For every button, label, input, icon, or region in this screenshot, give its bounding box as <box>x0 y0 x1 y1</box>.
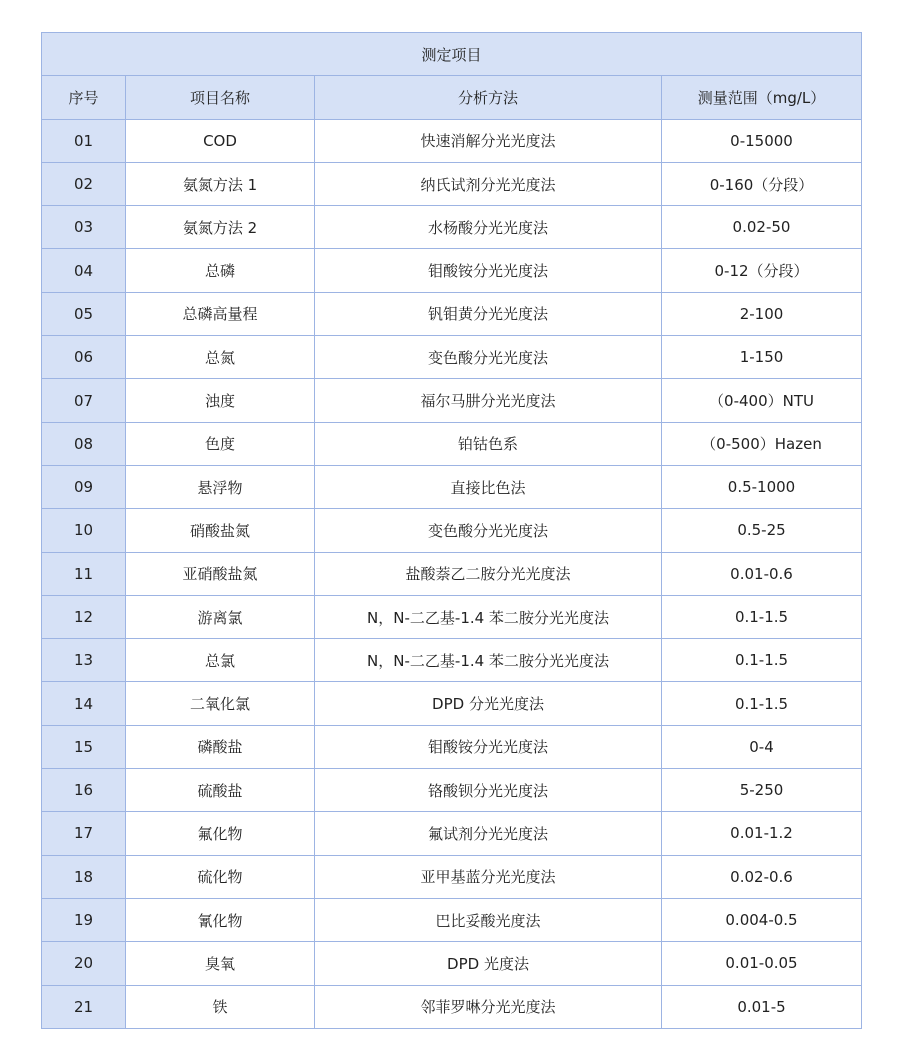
cell-item-name: 氨氮方法 2 <box>126 206 315 249</box>
table-title-row <box>42 33 862 76</box>
cell-item-name: 亚硝酸盐氮 <box>126 552 315 595</box>
table-row <box>42 942 862 985</box>
table-body <box>42 119 862 1028</box>
cell-no: 03 <box>42 206 126 249</box>
cell-measurement-range: 1-150 <box>662 336 862 379</box>
cell-analysis-method: 变色酸分光光度法 <box>315 336 662 379</box>
cell-measurement-range: 0.5-1000 <box>662 465 862 508</box>
cell-item-name: 总氯 <box>126 639 315 682</box>
cell-analysis-method: 钼酸铵分光光度法 <box>315 725 662 768</box>
cell-analysis-method: DPD 光度法 <box>315 942 662 985</box>
table-row <box>42 119 862 162</box>
cell-measurement-range: 0-12（分段） <box>662 249 862 292</box>
cell-item-name: COD <box>126 119 315 162</box>
table-row <box>42 249 862 292</box>
table-row <box>42 162 862 205</box>
table-title: 测定项目 <box>42 33 862 76</box>
cell-analysis-method: 盐酸萘乙二胺分光光度法 <box>315 552 662 595</box>
header-no: 序号 <box>42 76 126 119</box>
table-row <box>42 639 862 682</box>
table-row <box>42 336 862 379</box>
cell-no: 16 <box>42 769 126 812</box>
table-row <box>42 465 862 508</box>
cell-analysis-method: 钼酸铵分光光度法 <box>315 249 662 292</box>
cell-item-name: 浊度 <box>126 379 315 422</box>
cell-item-name: 悬浮物 <box>126 465 315 508</box>
cell-analysis-method: 铂钴色系 <box>315 422 662 465</box>
table-row <box>42 812 862 855</box>
header-item-name: 项目名称 <box>126 76 315 119</box>
cell-measurement-range: 0-4 <box>662 725 862 768</box>
table-row <box>42 898 862 941</box>
table-row <box>42 206 862 249</box>
cell-analysis-method: 亚甲基蓝分光光度法 <box>315 855 662 898</box>
cell-no: 09 <box>42 465 126 508</box>
cell-measurement-range: 0.1-1.5 <box>662 639 862 682</box>
cell-measurement-range: 0.02-0.6 <box>662 855 862 898</box>
cell-item-name: 氰化物 <box>126 898 315 941</box>
cell-item-name: 游离氯 <box>126 595 315 638</box>
cell-analysis-method: 直接比色法 <box>315 465 662 508</box>
cell-no: 05 <box>42 292 126 335</box>
cell-no: 18 <box>42 855 126 898</box>
cell-analysis-method: N，N-二乙基-1.4 苯二胺分光光度法 <box>315 639 662 682</box>
cell-analysis-method: 巴比妥酸光度法 <box>315 898 662 941</box>
cell-item-name: 二氧化氯 <box>126 682 315 725</box>
cell-item-name: 总磷高量程 <box>126 292 315 335</box>
cell-item-name: 臭氧 <box>126 942 315 985</box>
table-row <box>42 682 862 725</box>
cell-no: 02 <box>42 162 126 205</box>
cell-no: 04 <box>42 249 126 292</box>
table-header-row <box>42 76 862 119</box>
cell-no: 14 <box>42 682 126 725</box>
cell-item-name: 硝酸盐氮 <box>126 509 315 552</box>
cell-item-name: 磷酸盐 <box>126 725 315 768</box>
table-row <box>42 769 862 812</box>
cell-analysis-method: N，N-二乙基-1.4 苯二胺分光光度法 <box>315 595 662 638</box>
cell-item-name: 总氮 <box>126 336 315 379</box>
cell-measurement-range: 0.1-1.5 <box>662 595 862 638</box>
cell-no: 11 <box>42 552 126 595</box>
cell-analysis-method: 福尔马肼分光光度法 <box>315 379 662 422</box>
table-row <box>42 595 862 638</box>
table-row <box>42 509 862 552</box>
cell-analysis-method: 钒钼黄分光光度法 <box>315 292 662 335</box>
cell-analysis-method: DPD 分光光度法 <box>315 682 662 725</box>
table-row <box>42 985 862 1028</box>
cell-measurement-range: 0.02-50 <box>662 206 862 249</box>
header-analysis-method: 分析方法 <box>315 76 662 119</box>
cell-measurement-range: 0-15000 <box>662 119 862 162</box>
cell-analysis-method: 变色酸分光光度法 <box>315 509 662 552</box>
measurement-items-table <box>41 32 862 1029</box>
cell-item-name: 总磷 <box>126 249 315 292</box>
cell-measurement-range: 5-250 <box>662 769 862 812</box>
cell-no: 08 <box>42 422 126 465</box>
header-measurement-range: 测量范围（mg/L） <box>662 76 862 119</box>
cell-analysis-method: 水杨酸分光光度法 <box>315 206 662 249</box>
cell-measurement-range: 0.004-0.5 <box>662 898 862 941</box>
cell-item-name: 硫化物 <box>126 855 315 898</box>
cell-no: 15 <box>42 725 126 768</box>
cell-measurement-range: 0-160（分段） <box>662 162 862 205</box>
cell-analysis-method: 铬酸钡分光光度法 <box>315 769 662 812</box>
cell-no: 10 <box>42 509 126 552</box>
table-row <box>42 552 862 595</box>
cell-analysis-method: 邻菲罗啉分光光度法 <box>315 985 662 1028</box>
cell-no: 20 <box>42 942 126 985</box>
cell-analysis-method: 快速消解分光光度法 <box>315 119 662 162</box>
cell-no: 06 <box>42 336 126 379</box>
cell-analysis-method: 纳氏试剂分光光度法 <box>315 162 662 205</box>
table-row <box>42 422 862 465</box>
table-row <box>42 725 862 768</box>
cell-no: 19 <box>42 898 126 941</box>
table-row <box>42 855 862 898</box>
cell-measurement-range: 0.01-0.05 <box>662 942 862 985</box>
cell-measurement-range: 0.01-0.6 <box>662 552 862 595</box>
cell-no: 07 <box>42 379 126 422</box>
cell-measurement-range: 0.01-5 <box>662 985 862 1028</box>
cell-no: 17 <box>42 812 126 855</box>
cell-measurement-range: 0.01-1.2 <box>662 812 862 855</box>
cell-measurement-range: （0-500）Hazen <box>662 422 862 465</box>
cell-item-name: 铁 <box>126 985 315 1028</box>
cell-measurement-range: 2-100 <box>662 292 862 335</box>
cell-no: 13 <box>42 639 126 682</box>
cell-item-name: 色度 <box>126 422 315 465</box>
cell-no: 12 <box>42 595 126 638</box>
cell-item-name: 氟化物 <box>126 812 315 855</box>
cell-analysis-method: 氟试剂分光光度法 <box>315 812 662 855</box>
cell-measurement-range: 0.5-25 <box>662 509 862 552</box>
cell-item-name: 硫酸盐 <box>126 769 315 812</box>
cell-no: 01 <box>42 119 126 162</box>
cell-measurement-range: （0-400）NTU <box>662 379 862 422</box>
cell-measurement-range: 0.1-1.5 <box>662 682 862 725</box>
table-row <box>42 379 862 422</box>
cell-no: 21 <box>42 985 126 1028</box>
table-row <box>42 292 862 335</box>
cell-item-name: 氨氮方法 1 <box>126 162 315 205</box>
